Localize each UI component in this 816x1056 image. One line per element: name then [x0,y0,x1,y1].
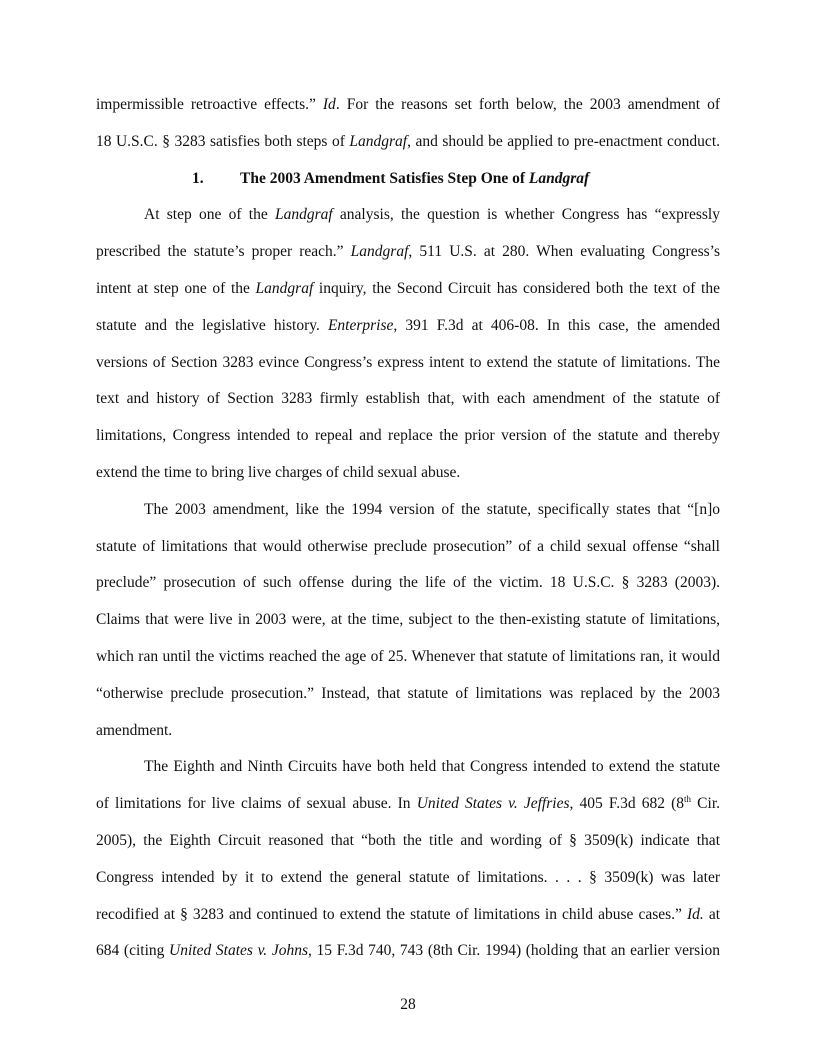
text-line: which ran until the victims reached the age of 25. Whenever that statute of limitations ran, it would [96,647,720,665]
text-line: The Eighth and Ninth Circuits have both held that Congress intended to extend the statute [144,758,720,776]
text-line: versions of Section 3283 evince Congress’s express intent to extend the statute of limitations. The [96,353,720,371]
text-line: preclude” prosecution of such offense during the life of the victim. 18 U.S.C. § 3283 (2003). [96,574,720,592]
text-line: At step one of the Landgraf analysis, the question is whether Congress has “expressly [144,206,720,224]
heading-number: 1. [192,169,204,187]
text-line: The 2003 amendment, like the 1994 version of the statute, specifically states that “[n]o [144,500,720,518]
text-line: limitations, Congress intended to repeal and replace the prior version of the statute and thereby [96,427,720,445]
text-line: 2005), the Eighth Circuit reasoned that “both the title and wording of § 3509(k) indicate that [96,831,720,849]
text-line: 18 U.S.C. § 3283 satisfies both steps of Landgraf, and should be applied to pre-enactment conduct. [96,132,720,150]
text-line: Claims that were live in 2003 were, at the time, subject to the then-existing statute of limitations, [96,611,720,629]
section-heading [96,167,720,204]
document-page [96,93,720,976]
text-line: impermissible retroactive effects.” Id. For the reasons set forth below, the 2003 amendment of [96,96,720,113]
text-line: recodified at § 3283 and continued to extend the statute of limitations in child abuse cases.” Id. at [96,905,721,923]
text-line: Congress intended by it to extend the general statute of limitations. . . . § 3509(k) was later [96,868,720,886]
text-line: extend the time to bring live charges of child sexual abuse. [96,463,461,481]
text-line: “otherwise preclude prosecution.” Instead, that statute of limitations was replaced by the 2003 [96,684,720,702]
text-line: 684 (citing United States v. Johns, 15 F.3d 740, 743 (8th Cir. 1994) (holding that an earlier version [96,942,721,960]
heading-text: The 2003 Amendment Satisfies Step One of [240,169,529,187]
text-line: intent at step one of the Landgraf inquiry, the Second Circuit has considered both the text of the [96,279,720,297]
text-line: text and history of Section 3283 firmly establish that, with each amendment of the statute of [96,390,720,408]
text-line: statute of limitations that would otherwise preclude prosecution” of a child sexual offense “shall [96,537,720,555]
text-line: of limitations for live claims of sexual abuse. In United States v. Jeffries, 405 F.3d 682 (8th Cir. [96,793,720,813]
heading-italic: Landgraf [528,169,590,187]
text-line: statute and the legislative history. Enterprise, 391 F.3d at 406-08. In this case, the amended [96,316,720,334]
page-number: 28 [400,996,416,1013]
text-line: amendment. [96,721,173,739]
text-line: prescribed the statute’s proper reach.” Landgraf, 511 U.S. at 280. When evaluating Congress’s [96,243,721,261]
